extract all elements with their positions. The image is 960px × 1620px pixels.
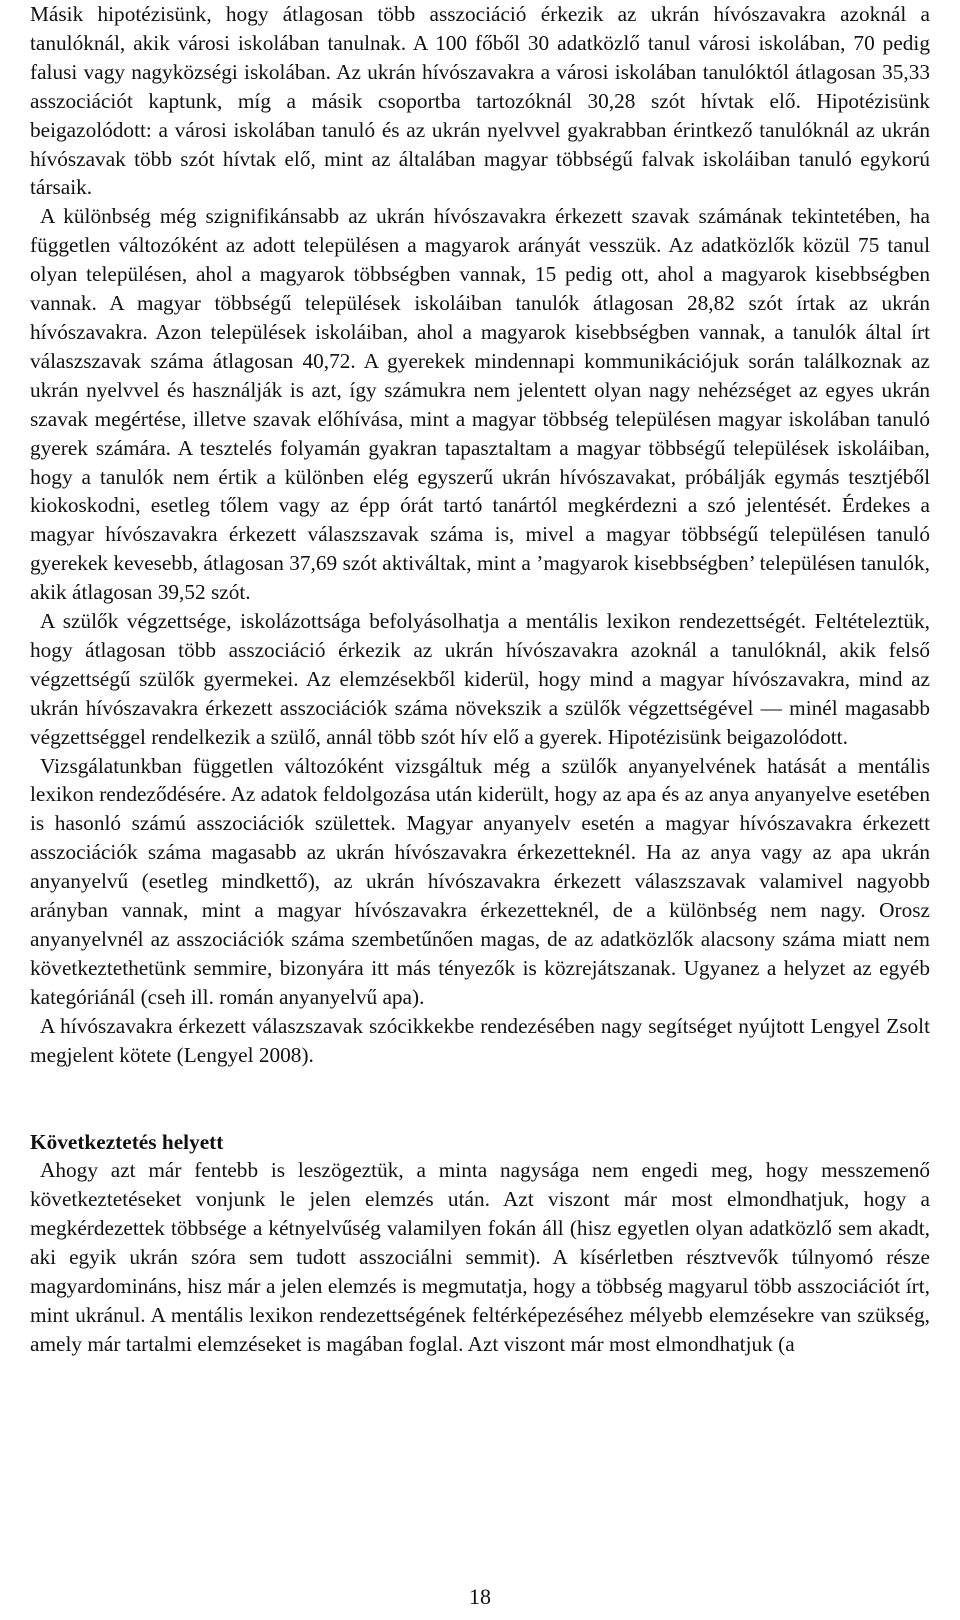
section-spacer	[30, 1070, 930, 1099]
body-paragraph-5: A hívószavakra érkezett válaszszavak szócikkekbe rendezésében nagy segítséget nyújtott Lengyel Zsolt megjelent kötete (Lengyel 2008).	[30, 1013, 930, 1067]
body-paragraph-4: Vizsgálatunkban független változóként vizsgáltuk még a szülők anyanyelvének hatását a mentális lexikon rendeződésére. Az adatok feldolgozása után kiderült, hogy az apa és az anya anyanyelve esetében is hasonló számú asszociációk születtek. Magyar anyanyelv esetén a magyar hívószavakra érkezett asszociációk száma magasabb az ukrán hívószavakra érkezetteknél. Ha az anya vagy az apa ukrán anyanyelvű (esetleg mindkettő), az ukrán hívószavakra érkezett válaszszavak valamivel nagyobb arányban vannak, mint a magyar hívószavakra érkezetteknél, de a különbség nem nagy. Orosz anyanyelvnél az asszociációk száma szembetűnően magas, de az adatközlők alacsony száma miatt nem következtethetünk semmire, bizonyára itt más tényezők is közrejátszanak. Ugyanez a helyzet az egyéb kategóriánál (cseh ill. román anyanyelvű apa).	[30, 753, 930, 1009]
document-page	[30, 0, 930, 1359]
body-paragraph-2: A különbség még szignifikánsabb az ukrán hívószavakra érkezett szavak számának tekintetében, ha független változóként az adott településen a magyarok arányát vesszük. Az adatközlők közül 75 tanul olyan településen, ahol a magyarok többségben vannak, 15 pedig ott, ahol a magyarok kisebbségben vannak. A magyar többségű települések iskoláiban tanulók átlagosan 28,82 szót írtak az ukrán hívószavakra. Azon települések iskoláiban, ahol a magyarok kisebbségben vannak, a tanulók által írt válaszszavak száma átlagosan 40,72. A gyerekek mindennapi kommunikációjuk során találkoznak az ukrán nyelvvel és használják is azt, így számukra nem jelentett olyan nagy nehézséget az egyes ukrán szavak megértése, illetve szavak előhívása, mint a magyar többség településen magyar iskolában tanuló gyerek számára. A tesztelés folyamán gyakran tapasztaltam a magyar többségű települések iskoláiban, hogy a tanulók nem értik a különben elég egyszerű ukrán hívószavakat, próbálják egymás tesztjéből kiokoskodni, esetleg tőlem vagy az épp órát tartó tanártól megkérdezni a szó jelentését. Érdekes a magyar hívószavakra érkezett válaszszavak száma is, mivel a magyar többségű településen tanuló gyerekek kevesebb, átlagosan 37,69 szót aktiváltak, mint a ’magyarok kisebbségben’ településen tanulók, akik átlagosan 39,52 szót.	[30, 204, 930, 605]
section-paragraph: Ahogy azt már fentebb is leszögeztük, a minta nagysága nem engedi meg, hogy messzemenő következtetéseket vonjunk le jelen elemzés után. Azt viszont már most elmondhatjuk, hogy a megkérdezettek többsége a kétnyelvűség valamilyen fokán áll (hisz egyetlen olyan adatközlő sem akadt, aki egyik ukrán szóra sem tudott asszociálni semmit). A kísérletben résztvevők túlnyomó része magyardomináns, hisz már a jelen elemzés is megmutatja, hogy a többség magyarul több asszociációt írt, mint ukránul. A mentális lexikon rendezettségének feltérképezéséhez mélyebb elemzésekre van szükség, amely már tartalmi elemzéseket is magában foglal. Azt viszont már most elmondhatjuk (a	[30, 1158, 930, 1356]
page-number: 18	[469, 1584, 491, 1609]
section-heading: Következtetés helyett	[30, 1129, 224, 1154]
body-paragraph-3: A szülők végzettsége, iskolázottsága befolyásolhatja a mentális lexikon rendezettségét. Feltételeztük, hogy átlagosan több asszociáció érkezik az ukrán hívószavakra azoknál a tanulóknál, akik felső végzettségű szülők gyermekei. Az elemzésekből kiderül, hogy mind a magyar hívószavakra, mind az ukrán hívószavakra érkezett asszociációk száma növekszik a szülők végzettségével — minél magasabb végzettséggel rendelkezik a szülő, annál több szót hív elő a gyerek. Hipotézisünk beigazolódott.	[30, 609, 930, 749]
body-paragraph-1: Másik hipotézisünk, hogy átlagosan több asszociáció érkezik az ukrán hívószavakra azoknál a tanulóknál, akik városi iskolában tanulnak. A 100 főből 30 adatközlő tanul városi iskolában, 70 pedig falusi vagy nagyközségi iskolában. Az ukrán hívószavakra a városi iskolában tanulóktól átlagosan 35,33 asszociációt kaptunk, míg a másik csoportba tartozóknál 30,28 szót hívtak elő. Hipotézisünk beigazolódott: a városi iskolában tanuló és az ukrán nyelvvel gyakrabban érintkező tanulóknál az ukrán hívószavak több szót hívtak elő, mint az általában magyar többségű falvak iskoláiban tanuló egykorú társaik.	[30, 2, 930, 200]
